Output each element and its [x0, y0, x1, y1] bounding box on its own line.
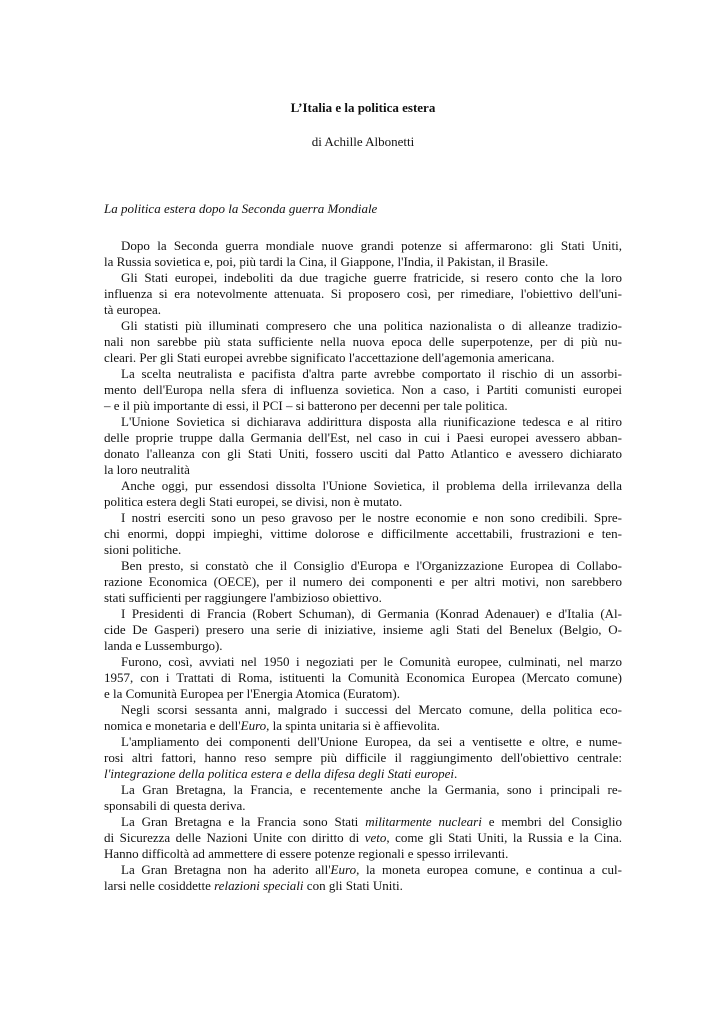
text-line: [104, 862, 622, 878]
paragraph: [104, 702, 622, 734]
text-run: e membri del Consiglio: [481, 814, 622, 829]
paragraph: [104, 478, 622, 510]
text-line: [104, 814, 622, 830]
text-line: influenza si era notevolmente attenuata. Si proposero così, per rimediare, l'obiettivo dell'uni-: [104, 286, 622, 301]
text-line: sponsabili di questa deriva.: [104, 798, 246, 813]
text-line: L'ampliamento dei componenti dell'Unione Europea, da sei a ventisette e oltre, e nume-: [121, 734, 622, 749]
text-run: con gli Stati Uniti.: [303, 878, 403, 893]
text-line: [104, 878, 622, 894]
text-line: delle proprie truppe dalla Germania dell'Est, nel caso in cui i Paesi europei avessero abban-: [104, 430, 622, 445]
italic-run: militarmente nucleari: [365, 814, 482, 829]
paragraph: [104, 366, 622, 414]
text-line: landa e Lussemburgo).: [104, 638, 223, 653]
text-line: [104, 718, 622, 734]
text-run: La Gran Bretagna non ha aderito all': [121, 862, 331, 877]
paragraph: [104, 270, 622, 318]
text-line: Gli Stati europei, indeboliti da due tragiche guerre fratricide, si resero conto che la loro: [121, 270, 622, 285]
document-title: L’Italia e la politica estera: [290, 100, 436, 115]
text-line: razione Economica (OECE), per il numero dei componenti e per altri motivi, non sarebbero: [104, 574, 622, 589]
text-line: 1957, con i Trattati di Roma, istituenti la Comunità Economica Europea (Mercato comune): [104, 670, 622, 685]
text-line: cide De Gasperi) presero una serie di iniziative, insieme agli Stati del Benelux (Belgio, O-: [104, 622, 622, 637]
text-run: , come gli Stati Uniti, la Russia e la Cina.: [386, 830, 622, 845]
text-line: Dopo la Seconda guerra mondiale nuove grandi potenze si affermarono: gli Stati Uniti,: [121, 238, 622, 253]
text-line: I Presidenti di Francia (Robert Schuman), di Germania (Konrad Adenauer) e d'Italia (Al-: [121, 606, 622, 621]
section-heading: La politica estera dopo la Seconda guerra Mondiale: [104, 201, 378, 216]
text-line: la Russia sovietica e, poi, più tardi la Cina, il Giappone, l'India, il Pakistan, il Brasile.: [104, 254, 549, 269]
paragraph: [104, 558, 622, 606]
text-line: chi enormi, doppi impieghi, vittime dolorose e difficilmente accettabili, frustrazioni e ten-: [104, 526, 622, 541]
text-line: Anche oggi, pur essendosi dissolta l'Unione Sovietica, il problema della irrilevanza della: [121, 478, 622, 493]
paragraph: [104, 318, 622, 366]
text-line: Ben presto, si constatò che il Consiglio d'Europa e l'Organizzazione Europea di Collabo-: [121, 558, 622, 573]
text-line: I nostri eserciti sono un peso gravoso per le nostre economie e non sono credibili. Spre-: [121, 510, 622, 525]
text-line: – e il più importante di essi, il PCI – si batterono per decenni per tale politica.: [104, 398, 508, 413]
italic-run: relazioni speciali: [214, 878, 304, 893]
text-line: L'Unione Sovietica si dichiarava addirittura disposta alla riunificazione tedesca e al ritiro: [121, 414, 622, 429]
paragraph: [104, 814, 622, 862]
document-page: [104, 100, 622, 894]
italic-run: Euro,: [240, 718, 270, 733]
text-line: tà europea.: [104, 302, 162, 317]
text-run: nomica e monetaria e dell': [104, 718, 241, 733]
text-run: La Gran Bretagna e la Francia sono Stati: [121, 814, 366, 829]
text-line: donato l'alleanza con gli Stati Uniti, fossero usciti dal Patto Atlantico e avessero dichiarato: [104, 446, 622, 461]
paragraph: [104, 654, 622, 702]
text-line: [104, 830, 622, 846]
text-line: Negli scorsi sessanta anni, malgrado i successi del Mercato comune, della politica eco-: [121, 702, 622, 717]
paragraph: [104, 238, 622, 270]
text-line: politica estera degli Stati europei, se divisi, non è mutato.: [104, 494, 403, 509]
text-line: stati sufficienti per raggiungere l'ambizioso obiettivo.: [104, 590, 382, 605]
paragraph: [104, 510, 622, 558]
text-line: e la Comunità Europea per l'Energia Atomica (Euratom).: [104, 686, 400, 701]
paragraph: [104, 782, 622, 814]
text-line: mento dell'Europa nella sfera di influenza sovietica. Non a caso, i Partiti comunisti europei: [104, 382, 622, 397]
text-run: , la moneta europea comune, e continua a cul-: [356, 862, 622, 877]
document-author: di Achille Albonetti: [311, 134, 415, 149]
paragraph: [104, 606, 622, 654]
text-run: larsi nelle cosiddette: [104, 878, 215, 893]
italic-run: Euro: [330, 862, 357, 877]
text-line: Hanno difficoltà ad ammettere di essere potenze regionali e spesso irrilevanti.: [104, 846, 509, 861]
text-line: La Gran Bretagna, la Francia, e recentemente anche la Germania, sono i principali re-: [121, 782, 622, 797]
italic-run: veto: [364, 830, 387, 845]
paragraph: [104, 734, 622, 782]
text-run: di Sicurezza delle Nazioni Unite con diritto di: [104, 830, 365, 845]
text-run: .: [454, 766, 458, 781]
paragraph: [104, 862, 622, 894]
text-line: sioni politiche.: [104, 542, 182, 557]
italic-run: l'integrazione della politica estera e della difesa degli Stati europei: [104, 766, 454, 781]
text-line: Furono, così, avviati nel 1950 i negoziati per le Comunità europee, culminati, nel marzo: [121, 654, 622, 669]
text-line: nali non sarebbe più stata sufficiente nella nuova epoca delle superpotenze, per di più nu-: [104, 334, 622, 349]
text-run: la spinta unitaria si è affievolita.: [269, 718, 440, 733]
text-line: la loro neutralità: [104, 462, 190, 477]
text-line: La scelta neutralista e pacifista d'altra parte avrebbe comportato il rischio di un assorbi-: [121, 366, 622, 381]
text-line: cleari. Per gli Stati europei avrebbe significato l'accettazione dell'agemonia americana.: [104, 350, 555, 365]
text-line: rosi altri fattori, hanno reso sempre più difficile il raggiungimento dell'obiettivo centrale:: [104, 750, 622, 765]
paragraph: [104, 414, 622, 478]
text-line: [104, 766, 622, 782]
text-line: Gli statisti più illuminati compresero che una politica nazionalista o di alleanze tradizio-: [121, 318, 622, 333]
